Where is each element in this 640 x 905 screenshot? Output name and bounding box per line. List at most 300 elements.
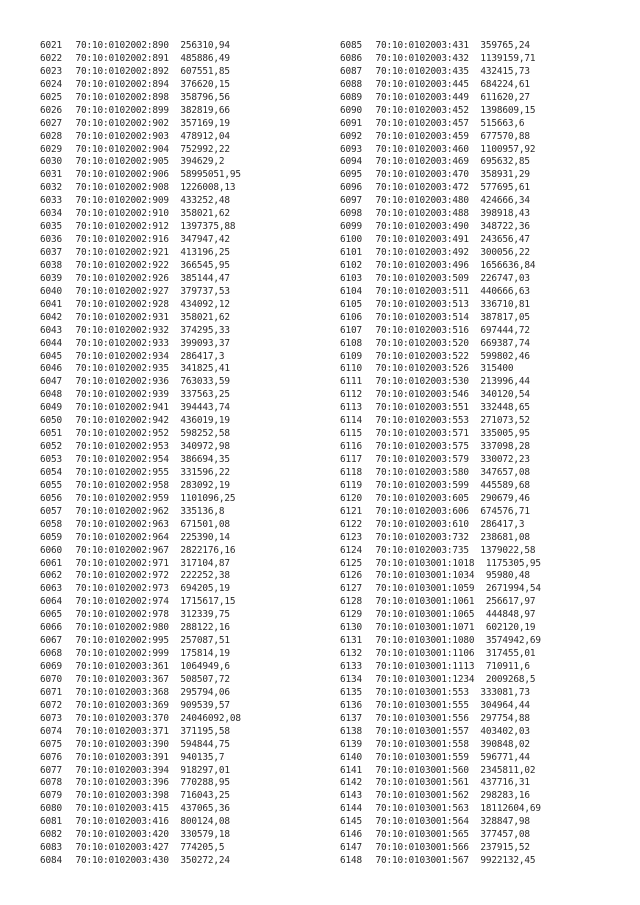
row-value: 331596,22 — [180, 466, 230, 478]
row-value: 256617,97 — [485, 596, 536, 608]
cadastral-number: 70:10:0102003:605 — [375, 492, 469, 504]
table-row — [40, 286, 241, 299]
row-value: 1101096,25 — [180, 492, 236, 504]
row-number: 6028 — [40, 130, 62, 142]
row-value: 515663,6 — [480, 117, 525, 129]
table-row — [340, 428, 541, 441]
cadastral-number: 70:10:0102002:899 — [75, 104, 169, 116]
row-value: 337098,28 — [480, 441, 530, 453]
row-number: 6092 — [340, 130, 362, 142]
row-value: 602120,19 — [485, 622, 536, 634]
row-number: 6130 — [340, 622, 362, 634]
cadastral-number: 70:10:0102003:492 — [375, 247, 469, 258]
row-value: 333081,73 — [480, 686, 530, 698]
row-number: 6114 — [340, 415, 362, 427]
row-number: 6136 — [340, 699, 362, 711]
cadastral-number: 70:10:0102003:430 — [75, 855, 169, 867]
row-number: 6091 — [340, 117, 362, 129]
cadastral-number: 70:10:0103001:563 — [375, 803, 469, 815]
table-row — [40, 105, 241, 118]
row-value: 366545,95 — [180, 259, 230, 271]
table-row — [40, 234, 241, 247]
cadastral-number: 70:10:0102002:939 — [75, 389, 169, 401]
table-row — [340, 273, 541, 286]
cadastral-number: 70:10:0102002:955 — [75, 466, 169, 478]
cadastral-number: 70:10:0102002:978 — [75, 609, 169, 621]
row-value: 710911,6 — [485, 661, 530, 672]
row-value: 1139159,71 — [480, 52, 536, 64]
table-row — [340, 118, 541, 131]
cadastral-number: 70:10:0102003:472 — [375, 182, 469, 194]
table-row — [40, 273, 241, 286]
table-row — [340, 661, 541, 674]
cadastral-number: 70:10:0102002:958 — [75, 479, 169, 491]
row-value: 2009268,5 — [485, 673, 536, 685]
row-number: 6113 — [340, 402, 362, 414]
cadastral-number: 70:10:0103001:557 — [375, 725, 469, 737]
row-value: 752992,22 — [180, 143, 230, 155]
row-value: 394443,74 — [180, 402, 230, 414]
cadastral-number: 70:10:0103001:556 — [375, 712, 469, 724]
cadastral-number: 70:10:0102003:488 — [375, 208, 469, 220]
table-row — [340, 40, 541, 53]
cadastral-number: 70:10:0102003:398 — [75, 790, 169, 802]
table-row — [40, 713, 241, 726]
row-number: 6090 — [340, 104, 362, 116]
row-value: 684224,61 — [480, 78, 530, 90]
table-row — [40, 441, 241, 454]
cadastral-number: 70:10:0102003:480 — [375, 195, 469, 207]
cadastral-number: 70:10:0102002:912 — [75, 221, 169, 233]
row-value: 674576,71 — [480, 505, 530, 517]
row-number: 6141 — [340, 764, 362, 776]
cadastral-number: 70:10:0102002:904 — [75, 143, 169, 155]
table-row — [340, 144, 541, 157]
row-value: 716043,25 — [180, 790, 230, 802]
row-number: 6023 — [40, 65, 62, 77]
row-value: 940135,7 — [180, 751, 225, 763]
row-value: 213996,44 — [480, 376, 530, 388]
row-number: 6070 — [40, 673, 62, 685]
table-row — [340, 570, 541, 583]
row-number: 6144 — [340, 803, 362, 815]
table-row — [40, 182, 241, 195]
table-row — [340, 467, 541, 480]
row-value: 358021,62 — [180, 311, 230, 323]
cadastral-number: 70:10:0103001:553 — [375, 686, 469, 698]
row-value: 226747,03 — [480, 272, 530, 284]
row-number: 6037 — [40, 247, 62, 258]
cadastral-number: 70:10:0103001:558 — [375, 738, 469, 750]
row-value: 374295,33 — [180, 324, 230, 336]
table-row — [340, 234, 541, 247]
right-column — [340, 40, 541, 868]
row-number: 6102 — [340, 259, 362, 271]
row-value: 24046092,08 — [180, 712, 241, 724]
row-value: 918297,01 — [180, 764, 230, 776]
row-value: 337563,25 — [180, 389, 230, 401]
cadastral-number: 70:10:0102003:516 — [375, 324, 469, 336]
table-row — [40, 53, 241, 66]
row-number: 6097 — [340, 195, 362, 207]
cadastral-number: 70:10:0102003:420 — [75, 829, 169, 841]
row-number: 6134 — [340, 673, 362, 685]
row-number: 6047 — [40, 376, 62, 388]
table-row — [340, 803, 541, 816]
cadastral-number: 70:10:0102002:905 — [75, 156, 169, 168]
row-number: 6147 — [340, 842, 362, 854]
row-value: 596771,44 — [480, 751, 530, 763]
row-value: 336710,81 — [480, 298, 530, 310]
row-value: 347947,42 — [180, 234, 230, 246]
table-row — [40, 829, 241, 842]
cadastral-number: 70:10:0102002:927 — [75, 285, 169, 297]
row-number: 6033 — [40, 195, 62, 207]
row-number: 6140 — [340, 751, 362, 763]
cadastral-number: 70:10:0103001:566 — [375, 842, 469, 854]
cadastral-number: 70:10:0102002:910 — [75, 208, 169, 220]
cadastral-number: 70:10:0102002:963 — [75, 518, 169, 530]
cadastral-number: 70:10:0102003:530 — [375, 376, 469, 388]
table-row — [40, 816, 241, 829]
cadastral-number: 70:10:0102002:898 — [75, 91, 169, 103]
cadastral-number: 70:10:0103001:1234 — [375, 673, 475, 685]
cadastral-number: 70:10:0102002:999 — [75, 648, 169, 660]
row-value: 1100957,92 — [480, 143, 536, 155]
cadastral-number: 70:10:0102003:470 — [375, 169, 469, 181]
row-value: 297754,88 — [480, 712, 530, 724]
row-number: 6129 — [340, 609, 362, 621]
table-row — [40, 325, 241, 338]
table-row — [40, 519, 241, 532]
row-value: 437065,36 — [180, 803, 230, 815]
table-row — [40, 66, 241, 79]
table-row — [340, 622, 541, 635]
table-row — [340, 739, 541, 752]
row-number: 6138 — [340, 725, 362, 737]
row-value: 175814,19 — [180, 648, 230, 660]
row-number: 6120 — [340, 492, 362, 504]
table-row — [40, 376, 241, 389]
row-value: 1656636,84 — [480, 259, 536, 271]
row-value: 607551,85 — [180, 65, 230, 77]
cadastral-number: 70:10:0102003:460 — [375, 143, 469, 155]
row-value: 286417,3 — [480, 518, 525, 530]
row-number: 6117 — [340, 454, 362, 465]
table-row — [40, 622, 241, 635]
row-value: 445589,68 — [480, 479, 530, 491]
row-number: 6133 — [340, 661, 362, 672]
cadastral-number: 70:10:0103001:1113 — [375, 661, 475, 672]
table-row — [340, 493, 541, 506]
table-row — [340, 351, 541, 364]
row-value: 95980,48 — [485, 570, 530, 582]
row-value: 1397375,88 — [180, 221, 236, 233]
row-number: 6112 — [340, 389, 362, 401]
row-value: 436019,19 — [180, 415, 230, 427]
row-value: 387817,05 — [480, 311, 530, 323]
cadastral-number: 70:10:0102002:932 — [75, 324, 169, 336]
row-number: 6131 — [340, 635, 362, 647]
row-number: 6111 — [340, 376, 362, 388]
cadastral-number: 70:10:0102003:735 — [375, 544, 469, 556]
cadastral-number: 70:10:0102003:371 — [75, 725, 169, 737]
cadastral-number: 70:10:0102003:391 — [75, 751, 169, 763]
row-number: 6075 — [40, 738, 62, 750]
row-number: 6034 — [40, 208, 62, 220]
table-row — [340, 389, 541, 402]
table-row — [40, 596, 241, 609]
table-row — [340, 247, 541, 260]
row-number: 6049 — [40, 402, 62, 414]
row-number: 6125 — [340, 557, 362, 569]
cadastral-number: 70:10:0102002:922 — [75, 259, 169, 271]
row-number: 6121 — [340, 505, 362, 517]
row-number: 6088 — [340, 78, 362, 90]
table-row — [340, 195, 541, 208]
row-value: 335136,8 — [180, 505, 225, 517]
row-value: 288122,16 — [180, 622, 230, 634]
cadastral-number: 70:10:0102003:445 — [375, 78, 469, 90]
row-number: 6030 — [40, 156, 62, 168]
table-row — [340, 752, 541, 765]
cadastral-number: 70:10:0103001:1106 — [375, 648, 475, 660]
cadastral-number: 70:10:0103001:565 — [375, 829, 469, 841]
table-row — [340, 221, 541, 234]
row-value: 1379022,58 — [480, 544, 536, 556]
row-value: 1715617,15 — [180, 596, 236, 608]
row-number: 6040 — [40, 285, 62, 297]
row-number: 6146 — [340, 829, 362, 841]
row-value: 371195,58 — [180, 725, 230, 737]
table-row — [40, 402, 241, 415]
row-value: 599802,46 — [480, 350, 530, 362]
row-number: 6046 — [40, 363, 62, 375]
row-value: 328847,98 — [480, 816, 530, 828]
table-row — [40, 428, 241, 441]
row-value: 1226008,13 — [180, 182, 236, 194]
row-number: 6074 — [40, 725, 62, 737]
row-value: 340120,54 — [480, 389, 530, 401]
cadastral-number: 70:10:0102003:415 — [75, 803, 169, 815]
table-row — [340, 480, 541, 493]
row-number: 6051 — [40, 428, 62, 440]
row-value: 399093,37 — [180, 337, 230, 349]
row-value: 315400 — [480, 363, 514, 375]
cadastral-number: 70:10:0102003:435 — [375, 65, 469, 77]
row-value: 222252,38 — [180, 570, 230, 582]
row-value: 243656,47 — [480, 234, 530, 246]
table-row — [340, 713, 541, 726]
table-row — [340, 53, 541, 66]
row-value: 403402,03 — [480, 725, 530, 737]
cadastral-number: 70:10:0102002:933 — [75, 337, 169, 349]
row-value: 577695,61 — [480, 182, 530, 194]
table-row — [40, 144, 241, 157]
row-number: 6139 — [340, 738, 362, 750]
table-row — [40, 635, 241, 648]
cadastral-number: 70:10:0102003:514 — [375, 311, 469, 323]
table-row — [40, 467, 241, 480]
table-row — [340, 363, 541, 376]
row-value: 256310,94 — [180, 40, 230, 51]
table-row — [340, 765, 541, 778]
table-row — [40, 661, 241, 674]
table-row — [340, 441, 541, 454]
row-value: 347657,08 — [480, 466, 530, 478]
row-number: 6065 — [40, 609, 62, 621]
row-value: 376620,15 — [180, 78, 230, 90]
cadastral-number: 70:10:0103001:1071 — [375, 622, 475, 634]
cadastral-number: 70:10:0102002:921 — [75, 247, 169, 258]
row-value: 677570,88 — [480, 130, 530, 142]
row-number: 6089 — [340, 91, 362, 103]
table-row — [40, 765, 241, 778]
row-number: 6137 — [340, 712, 362, 724]
row-number: 6064 — [40, 596, 62, 608]
cadastral-number: 70:10:0102003:369 — [75, 699, 169, 711]
table-row — [340, 545, 541, 558]
row-number: 6079 — [40, 790, 62, 802]
cadastral-number: 70:10:0102003:449 — [375, 91, 469, 103]
table-row — [340, 519, 541, 532]
cadastral-number: 70:10:0103001:561 — [375, 777, 469, 789]
cadastral-number: 70:10:0102003:599 — [375, 479, 469, 491]
row-number: 6106 — [340, 311, 362, 323]
table-row — [40, 338, 241, 351]
cadastral-number: 70:10:0102003:427 — [75, 842, 169, 854]
row-number: 6123 — [340, 531, 362, 543]
row-number: 6032 — [40, 182, 62, 194]
row-number: 6025 — [40, 91, 62, 103]
row-number: 6101 — [340, 247, 362, 258]
cadastral-number: 70:10:0102002:894 — [75, 78, 169, 90]
cadastral-number: 70:10:0102002:903 — [75, 130, 169, 142]
row-number: 6096 — [340, 182, 362, 194]
row-value: 1064949,6 — [180, 661, 230, 672]
row-number: 6100 — [340, 234, 362, 246]
cadastral-number: 70:10:0102002:964 — [75, 531, 169, 543]
row-number: 6073 — [40, 712, 62, 724]
cadastral-number: 70:10:0102003:394 — [75, 764, 169, 776]
row-number: 6126 — [340, 570, 362, 582]
row-number: 6109 — [340, 350, 362, 362]
row-number: 6035 — [40, 221, 62, 233]
table-row — [40, 790, 241, 803]
cadastral-number: 70:10:0102002:971 — [75, 557, 169, 569]
cadastral-number: 70:10:0103001:560 — [375, 764, 469, 776]
row-value: 312339,75 — [180, 609, 230, 621]
cadastral-number: 70:10:0102003:579 — [375, 454, 469, 465]
row-number: 6095 — [340, 169, 362, 181]
row-value: 485886,49 — [180, 52, 230, 64]
row-value: 669387,74 — [480, 337, 530, 349]
table-row — [340, 169, 541, 182]
table-row — [40, 493, 241, 506]
row-value: 340972,98 — [180, 441, 230, 453]
table-row — [40, 609, 241, 622]
row-value: 358931,29 — [480, 169, 530, 181]
row-value: 350272,24 — [180, 855, 230, 867]
row-number: 6087 — [340, 65, 362, 77]
cadastral-number: 70:10:0102002:909 — [75, 195, 169, 207]
table-row — [40, 79, 241, 92]
row-value: 2822176,16 — [180, 544, 236, 556]
table-row — [40, 700, 241, 713]
row-value: 271073,52 — [480, 415, 530, 427]
cadastral-number: 70:10:0102003:490 — [375, 221, 469, 233]
row-value: 694205,19 — [180, 583, 230, 595]
row-number: 6058 — [40, 518, 62, 530]
row-value: 335005,95 — [480, 428, 530, 440]
table-row — [340, 79, 541, 92]
table-row — [40, 726, 241, 739]
row-value: 348722,36 — [480, 221, 530, 233]
cadastral-number: 70:10:0102003:553 — [375, 415, 469, 427]
row-number: 6060 — [40, 544, 62, 556]
cadastral-number: 70:10:0102002:928 — [75, 298, 169, 310]
row-number: 6118 — [340, 466, 362, 478]
row-value: 434092,12 — [180, 298, 230, 310]
row-value: 330579,18 — [180, 829, 230, 841]
table-row — [40, 351, 241, 364]
row-number: 6021 — [40, 40, 62, 51]
table-row — [340, 816, 541, 829]
cadastral-number: 70:10:0102002:936 — [75, 376, 169, 388]
row-number: 6115 — [340, 428, 362, 440]
table-row — [340, 674, 541, 687]
table-row — [340, 92, 541, 105]
row-value: 377457,08 — [480, 829, 530, 841]
row-number: 6081 — [40, 816, 62, 828]
row-number: 6072 — [40, 699, 62, 711]
row-number: 6078 — [40, 777, 62, 789]
row-number: 6085 — [340, 40, 362, 51]
row-value: 437716,31 — [480, 777, 530, 789]
table-row — [40, 92, 241, 105]
row-value: 341825,41 — [180, 363, 230, 375]
cadastral-number: 70:10:0102003:390 — [75, 738, 169, 750]
row-number: 6084 — [40, 855, 62, 867]
table-row — [340, 325, 541, 338]
cadastral-number: 70:10:0102002:890 — [75, 40, 169, 51]
table-row — [340, 532, 541, 545]
table-row — [40, 777, 241, 790]
cadastral-number: 70:10:0102002:934 — [75, 350, 169, 362]
cadastral-number: 70:10:0102002:973 — [75, 583, 169, 595]
row-number: 6061 — [40, 557, 62, 569]
row-value: 298283,16 — [480, 790, 530, 802]
table-row — [340, 635, 541, 648]
row-value: 290679,46 — [480, 492, 530, 504]
cadastral-number: 70:10:0103001:1034 — [375, 570, 475, 582]
table-row — [340, 506, 541, 519]
row-value: 424666,34 — [480, 195, 530, 207]
row-number: 6052 — [40, 441, 62, 453]
cadastral-number: 70:10:0103001:1065 — [375, 609, 475, 621]
row-number: 6086 — [340, 52, 362, 64]
row-value: 386694,35 — [180, 454, 230, 465]
cadastral-number: 70:10:0103001:555 — [375, 699, 469, 711]
row-value: 359765,24 — [480, 40, 530, 51]
row-number: 6145 — [340, 816, 362, 828]
row-number: 6057 — [40, 505, 62, 517]
row-number: 6098 — [340, 208, 362, 220]
row-value: 611620,27 — [480, 91, 530, 103]
cadastral-number: 70:10:0102003:522 — [375, 350, 469, 362]
cadastral-number: 70:10:0102002:980 — [75, 622, 169, 634]
row-number: 6050 — [40, 415, 62, 427]
